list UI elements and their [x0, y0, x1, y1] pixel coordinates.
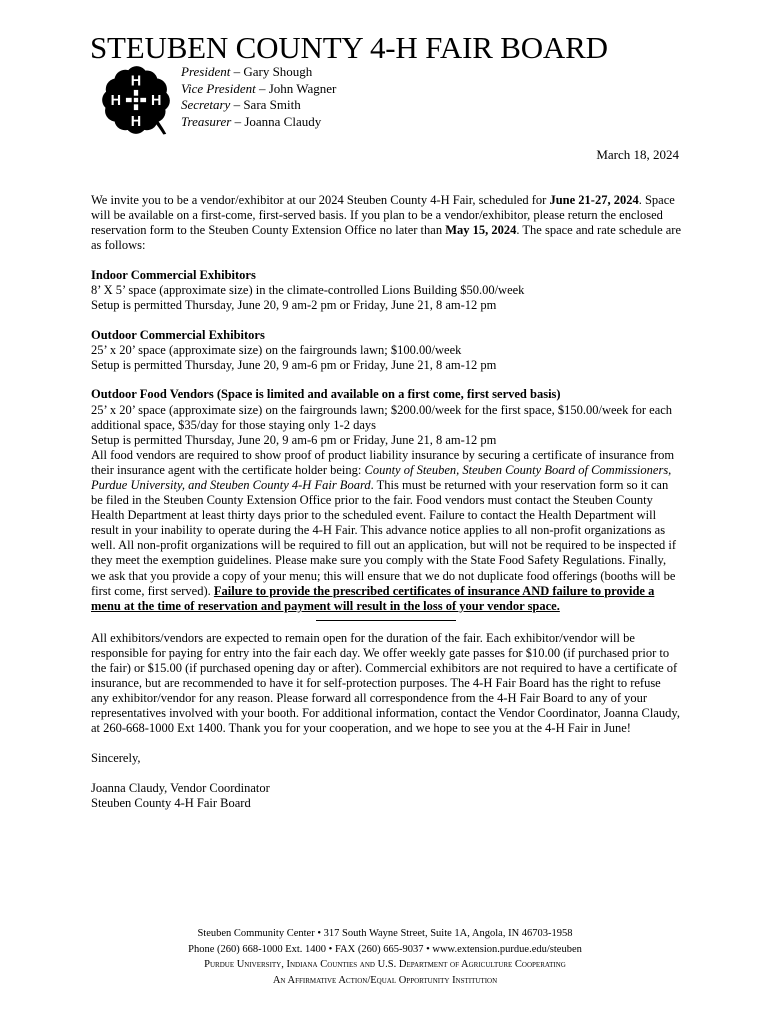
officers-list	[181, 64, 336, 130]
reservation-deadline: May 15, 2024	[445, 223, 517, 238]
officer-name: Sara Smith	[243, 97, 301, 112]
footer-contact: Phone (260) 668-1000 Ext. 1400 • FAX (260) 665-9037 • www.extension.purdue.edu/steuben	[188, 943, 582, 955]
letter-footer	[0, 926, 770, 988]
officer-treasurer	[181, 114, 336, 131]
intro-text: . Space will be available on a first-come, first-served basis. If you plan to be a vendor/exhibitor, please return the enclosed reservation form to the Steuben County Extension Office no later than	[91, 193, 675, 238]
intro-text: We invite you to be a vendor/exhibitor at our 2024 Steuben County 4-H Fair, scheduled for	[91, 193, 550, 207]
salutation: Sincerely,	[91, 751, 141, 765]
officer-role: Secretary	[181, 97, 231, 112]
indoor-rate: 8’ X 5’ space (approximate size) in the climate-controlled Lions Building $50.00/week	[91, 282, 525, 297]
officer-vice-president	[181, 81, 336, 98]
section-divider	[316, 620, 456, 621]
logo-letter-right: H	[150, 93, 162, 110]
intro-paragraph	[91, 193, 681, 253]
officer-role: Treasurer	[181, 113, 232, 129]
officer-separator: –	[255, 80, 269, 96]
officer-president	[181, 64, 336, 81]
officer-secretary	[181, 97, 336, 114]
letter-date: March 18, 2024	[596, 147, 679, 162]
food-rate: 25’ x 20’ space (approximate size) on the fairgrounds lawn; $200.00/week for the first space, $150.00/week for each additional space, $35/day for those staying only 1-2 days	[91, 402, 673, 432]
food-requirements-text: . This must be returned with your reservation form so it can be filed in the Steuben County Extension Office prior to the fair. Food vendors must contact the Steuben County Health Department at least thirty days prior to the scheduled event. Failure to contact the Health Department will result in your inability to operate during the 4-H Fair. This advance notice applies to all non-profit organizations as well. All non-profit organizations will be required to fill out an application, but will not be required to be inspected if they meet the exemption guidelines. Please make sure you comply with the State Food Safety Regulations. Finally, we ask that you provide a copy of your menu; this will ensure that we do not duplicate food offerings (booths will be first come, first served).	[91, 478, 677, 598]
officer-role: President	[181, 64, 231, 79]
officer-separator: –	[230, 64, 244, 79]
indoor-setup: Setup is permitted Thursday, June 20, 9 am-2 pm or Friday, June 21, 8 am-12 pm	[91, 298, 497, 313]
intro-text: . The space and rate schedule are as follows:	[91, 223, 682, 253]
outdoor-rate: 25’ x 20’ space (approximate size) on the fairgrounds lawn; $100.00/week	[91, 342, 462, 357]
outdoor-setup: Setup is permitted Thursday, June 20, 9 am-6 pm or Friday, June 21, 8 am-12 pm	[91, 357, 497, 372]
indoor-heading: Indoor Commercial Exhibitors	[91, 267, 256, 282]
four-h-clover-logo	[100, 64, 172, 136]
officer-name: Joanna Claudy	[244, 113, 322, 129]
signer-organization: Steuben County 4-H Fair Board	[91, 795, 251, 810]
logo-letter-bottom: H	[130, 113, 142, 130]
officer-separator: –	[231, 113, 245, 129]
signer-name: Joanna Claudy, Vendor Coordinator	[91, 780, 270, 795]
food-requirements-text: All food vendors are required to show proof of product liability insurance by securing a certificate of insurance from their insurance agent with the certificate holder being:	[91, 447, 675, 477]
food-heading: Outdoor Food Vendors (Space is limited and available on a first come, first served basis)	[91, 387, 561, 402]
letterhead-title: STEUBEN COUNTY 4-H FAIR BOARD	[90, 30, 608, 65]
logo-letter-top: H	[130, 73, 142, 90]
logo-letter-left: H	[110, 93, 122, 110]
food-requirements	[91, 448, 681, 614]
footer-address: Steuben Community Center • 317 South Wayne Street, Suite 1A, Angola, IN 46703-1958	[197, 928, 573, 939]
officer-name: John Wagner	[268, 80, 337, 96]
certificate-holder: County of Steuben, Steuben County Board of Commissioners, Purdue University, and Steuben County 4-H Fair Board	[91, 462, 672, 492]
officer-role: Vice President	[181, 80, 256, 96]
letter-body	[91, 193, 681, 811]
officer-separator: –	[230, 97, 244, 112]
footer-cooperation: Purdue University, Indiana Counties and U.S. Department of Agriculture Cooperating	[204, 959, 566, 971]
vendor-space-warning: Failure to provide the prescribed certificates of insurance AND failure to provide a menu at the time of reservation and payment will result in the loss of your vendor space.	[91, 583, 655, 613]
food-setup: Setup is permitted Thursday, June 20, 9 am-6 pm or Friday, June 21, 8 am-12 pm	[91, 432, 497, 447]
footer-equal-opportunity: An Affirmative Action/Equal Opportunity Institution	[272, 974, 498, 986]
officer-name: Gary Shough	[243, 64, 313, 79]
general-paragraph: All exhibitors/vendors are expected to remain open for the duration of the fair. Each exhibitor/vendor will be responsible for paying for entry into the fair each day. We offer weekly gate passes for $10.00 (if purchased prior to the fair) or $15.00 (if purchased opening day or after). Commercial exhibitors are not required to have a certificate of insurance, but are recommended to have it for self-protection purposes. The 4-H Fair Board has the right to refuse any exhibitor/vendor for any reason. Please forward all correspondence from the 4-H Fair Board to any of your representatives involved with your booth. For additional information, contact the Vendor Coordinator, Joanna Claudy, at 260-668-1000 Ext 1400. Thank you for your cooperation, and we hope to see you at the 4-H Fair in June!	[91, 630, 680, 736]
outdoor-heading: Outdoor Commercial Exhibitors	[91, 327, 265, 342]
fair-dates: June 21-27, 2024	[549, 193, 639, 207]
